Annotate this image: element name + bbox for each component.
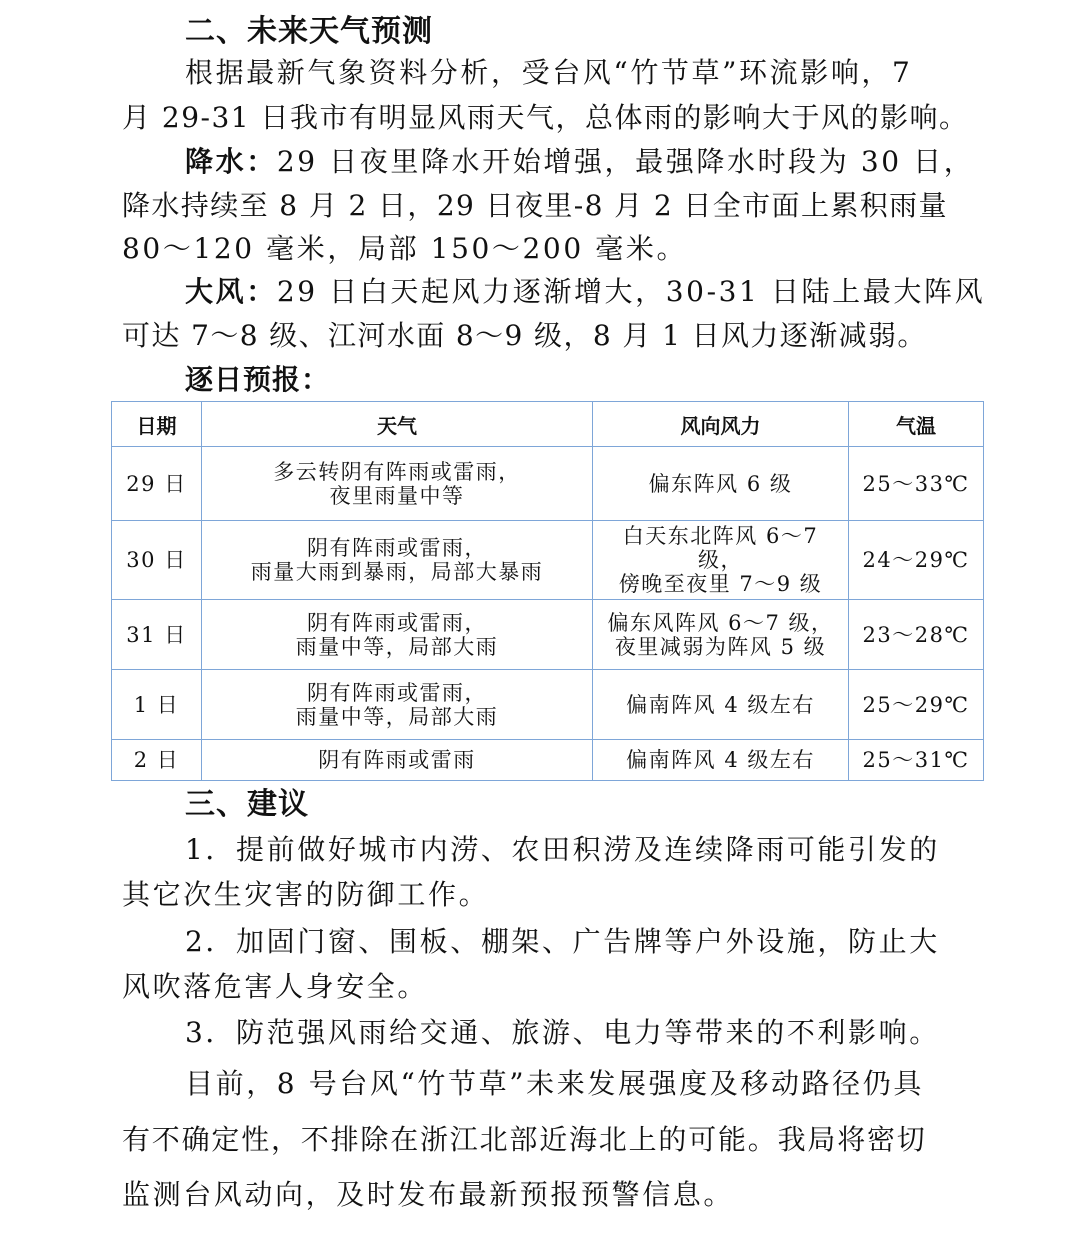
table-row <box>112 447 984 521</box>
cell-weather <box>202 740 593 781</box>
advice-1-line-2: 其它次生灾害的防御工作。 <box>122 878 490 911</box>
wind-line: 偏东阵风 6 级 <box>648 471 793 496</box>
cell-wind <box>593 740 849 781</box>
wind-label: 大风： <box>185 275 277 308</box>
cell-weather <box>202 670 593 740</box>
cell-wind <box>593 600 849 670</box>
header-date: 日期 <box>112 402 202 447</box>
cell-temp: 25～31℃ <box>849 740 984 781</box>
table-row <box>112 670 984 740</box>
section-heading-advice: 三、建议 <box>185 787 309 822</box>
rain-line-1 <box>185 142 974 182</box>
wind-line: 傍晚至夜里 7～9 级 <box>618 572 823 596</box>
cell-date: 30 日 <box>112 521 202 600</box>
cell-weather <box>202 600 593 670</box>
weather-line: 阴有阵雨或雷雨， <box>307 610 487 635</box>
cell-wind <box>593 670 849 740</box>
advice-3-line-1: 3．防范强风雨给交通、旅游、电力等带来的不利影响。 <box>185 1016 940 1049</box>
daily-forecast-label: 逐日预报： <box>185 363 331 396</box>
wind-line: 夜里减弱为阵风 5 级 <box>614 634 827 659</box>
table-row <box>112 740 984 781</box>
wind-line: 偏东风阵风 6～7 级， <box>607 610 834 635</box>
weather-line: 夜里雨量中等 <box>329 483 465 508</box>
wind-line: 白天东北阵风 6～7 <box>622 524 819 548</box>
cell-temp: 25～29℃ <box>849 670 984 740</box>
weather-line: 阴有阵雨或雷雨， <box>307 680 487 705</box>
section-heading-forecast: 二、未来天气预测 <box>185 14 433 49</box>
wind-line: 级， <box>698 548 743 572</box>
cell-date: 31 日 <box>112 600 202 670</box>
closing-line-1: 目前，8 号台风“竹节草”未来发展强度及移动路径仍具 <box>185 1067 924 1100</box>
cell-weather <box>202 521 593 600</box>
table-row <box>112 600 984 670</box>
weather-line: 雨量大雨到暴雨，局部大暴雨 <box>250 560 544 584</box>
wind-line-1 <box>185 272 985 312</box>
weather-line: 雨量中等，局部大雨 <box>295 704 499 729</box>
cell-wind <box>593 521 849 600</box>
cell-temp: 25～33℃ <box>849 447 984 521</box>
cell-date: 1 日 <box>112 670 202 740</box>
weather-line: 雨量中等，局部大雨 <box>295 634 499 659</box>
table-row <box>112 521 984 600</box>
header-weather: 天气 <box>202 402 593 447</box>
header-temp: 气温 <box>849 402 984 447</box>
daily-forecast-table <box>111 401 984 781</box>
weather-line: 阴有阵雨或雷雨， <box>307 536 487 560</box>
rain-label: 降水： <box>185 145 277 178</box>
advice-2-line-2: 风吹落危害人身安全。 <box>122 970 429 1003</box>
cell-wind <box>593 447 849 521</box>
intro-line-1: 根据最新气象资料分析，受台风“竹节草”环流影响，7 <box>185 56 913 89</box>
advice-1-line-1: 1．提前做好城市内涝、农田积涝及连续降雨可能引发的 <box>185 833 940 866</box>
intro-line-2: 月 29-31 日我市有明显风雨天气，总体雨的影响大于风的影响。 <box>122 101 969 134</box>
advice-2-line-1: 2．加固门窗、围板、棚架、广告牌等户外设施，防止大 <box>185 925 940 958</box>
wind-line: 偏南阵风 4 级左右 <box>626 748 815 772</box>
wind-text-1: 29 日白天起风力逐渐增大，30-31 日陆上最大阵风 <box>276 275 986 308</box>
weather-line: 阴有阵雨或雷雨 <box>318 748 476 772</box>
weather-line: 多云转阴有阵雨或雷雨， <box>273 459 521 484</box>
cell-temp: 24～29℃ <box>849 521 984 600</box>
rain-line-3: 80～120 毫米，局部 150～200 毫米。 <box>122 232 688 265</box>
cell-date: 2 日 <box>112 740 202 781</box>
header-wind: 风向风力 <box>593 402 849 447</box>
cell-date: 29 日 <box>112 447 202 521</box>
wind-line-2: 可达 7～8 级、江河水面 8～9 级，8 月 1 日风力逐渐减弱。 <box>122 319 927 352</box>
wind-line: 偏南阵风 4 级左右 <box>626 692 815 717</box>
cell-weather <box>202 447 593 521</box>
rain-text-1: 29 日夜里降水开始增强，最强降水时段为 30 日， <box>276 145 975 178</box>
table-header-row <box>112 402 984 447</box>
cell-temp: 23～28℃ <box>849 600 984 670</box>
closing-line-3: 监测台风动向，及时发布最新预报预警信息。 <box>122 1178 735 1211</box>
rain-line-2: 降水持续至 8 月 2 日，29 日夜里-8 月 2 日全市面上累积雨量 <box>122 189 948 222</box>
closing-line-2: 有不确定性，不排除在浙江北部近海北上的可能。我局将密切 <box>122 1123 927 1156</box>
